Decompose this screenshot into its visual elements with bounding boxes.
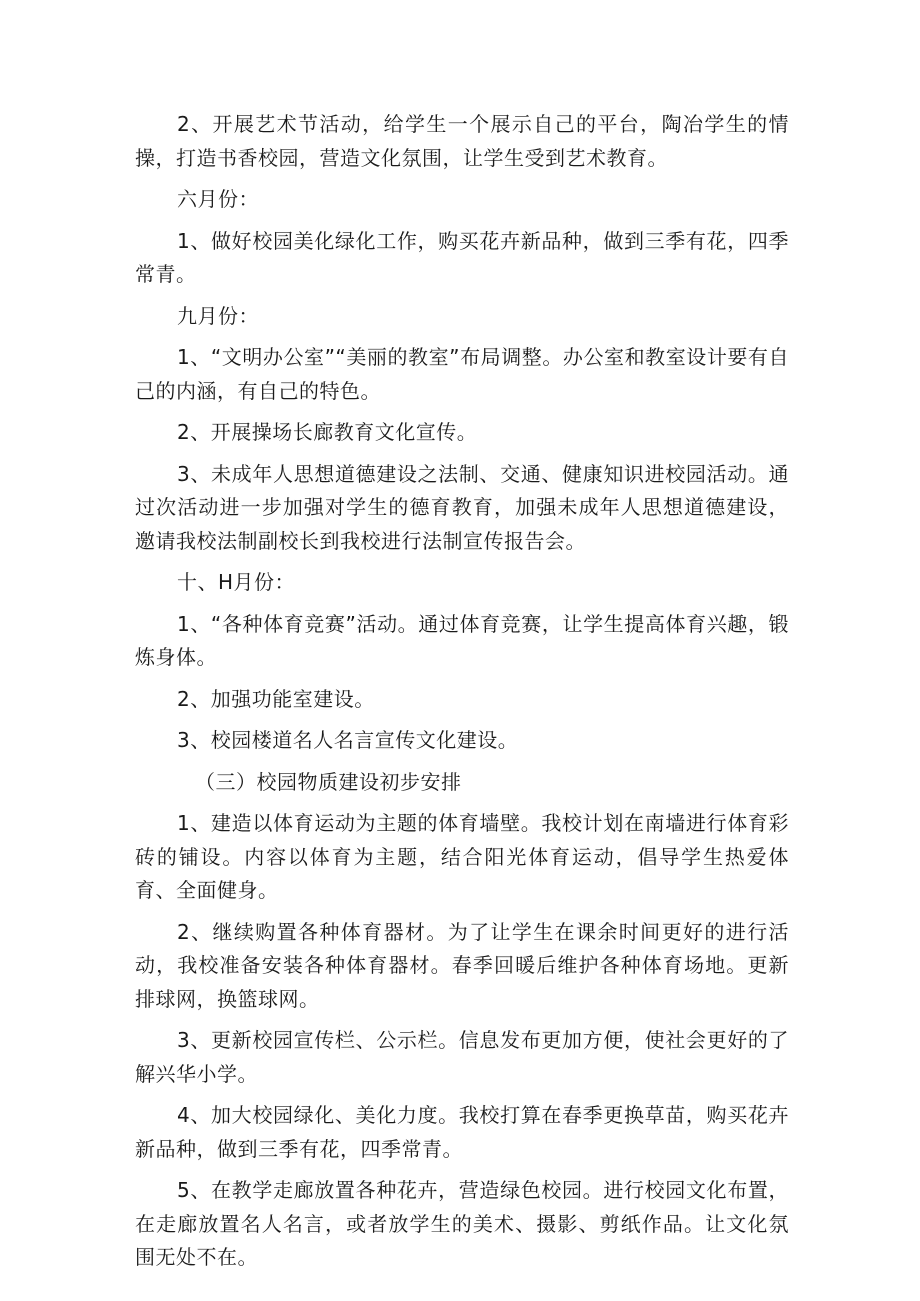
paragraph: 5、在教学走廊放置各种花卉，营造绿色校园。进行校园文化布置，在走廊放置名人名言，或者放学生的美术、摄影、剪纸作品。让文化氛围无处不在。 xyxy=(135,1178,789,1269)
paragraph: 1、“各种体育竞赛”活动。通过体育竞赛，让学生提高体育兴趣，锻炼身体。 xyxy=(135,611,789,669)
section-heading: （三）校园物质建设初步安排 xyxy=(195,769,462,794)
document-body xyxy=(135,108,789,1283)
paragraph: 4、加大校园绿化、美化力度。我校打算在春季更换草苗，购买花卉新品种，做到三季有花，四季常青。 xyxy=(135,1103,789,1161)
month-heading: 十、H月份： xyxy=(177,570,296,594)
paragraph: 2、开展艺术节活动，给学生一个展示自己的平台，陶冶学生的情操，打造书香校园，营造文化氛围，让学生受到艺术教育。 xyxy=(135,112,789,170)
paragraph: 3、校园楼道名人名言宣传文化建设。 xyxy=(177,728,519,752)
paragraph: 2、开展操场长廊教育文化宣传。 xyxy=(177,420,478,444)
paragraph: 1、做好校园美化绿化工作，购买花卉新品种，做到三季有花，四季常青。 xyxy=(135,228,789,286)
paragraph: 2、加强功能室建设。 xyxy=(177,686,375,711)
paragraph: 3、更新校园宣传栏、公示栏。信息发布更加方便，使社会更好的了解兴华小学。 xyxy=(135,1028,789,1086)
paragraph: 1、建造以体育运动为主题的体育墙壁。我校计划在南墙进行体育彩砖的铺设。内容以体育为主题，结合阳光体育运动，倡导学生热爱体育、全面健身。 xyxy=(135,811,789,902)
paragraph: 3、未成年人思想道德建设之法制、交通、健康知识进校园活动。通过次活动进一步加强对学生的德育教育，加强未成年人思想道德建设，邀请我校法制副校长到我校进行法制宣传报告会。 xyxy=(135,461,789,553)
month-heading: 九月份： xyxy=(177,303,259,328)
paragraph: 1、“文明办公室”“美丽的教室”布局调整。办公室和教室设计要有自己的内涵，有自己的特色。 xyxy=(135,345,789,403)
month-heading: 六月份： xyxy=(177,187,259,211)
paragraph: 2、继续购置各种体育器材。为了让学生在课余时间更好的进行活动，我校准备安装各种体育器材。春季回暖后维护各种体育场地。更新排球网，换篮球网。 xyxy=(135,919,789,1011)
